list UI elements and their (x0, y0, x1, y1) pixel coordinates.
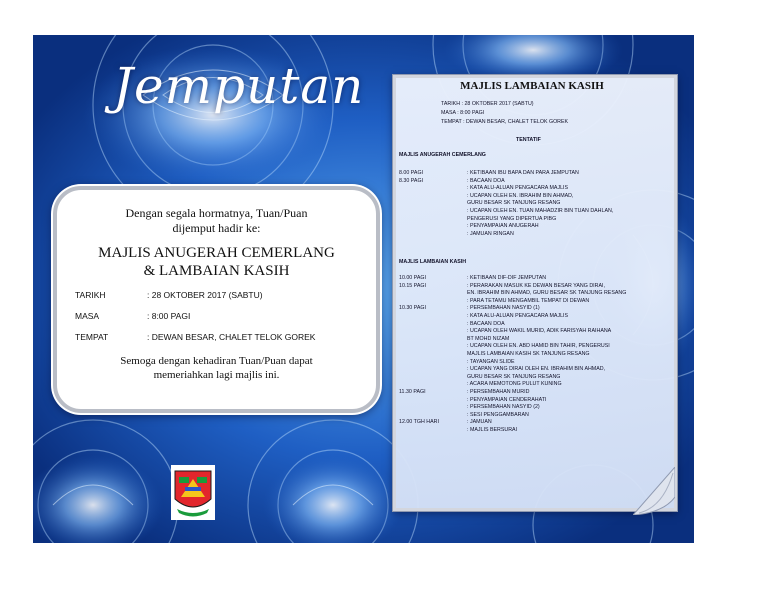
schedule-row (399, 216, 669, 223)
schedule-activity: GURU BESAR SK TANJUNG RESANG (467, 373, 561, 380)
schedule-time: 11.30 PAGI (399, 389, 426, 395)
schedule-row (399, 313, 669, 320)
detail-row-date (75, 290, 365, 300)
schedule-row (399, 366, 669, 373)
closing-line-2: memeriahkan lagi majlis ini. (153, 369, 280, 381)
detail-row-venue (75, 332, 365, 342)
schedule-row (399, 374, 669, 381)
schedule-activity: : JAMUAN (467, 419, 492, 426)
schedule-row (399, 328, 669, 335)
schedule-row (399, 412, 669, 419)
schedule-activity: : PERSEMBAHAN MURID (467, 389, 530, 395)
programme-info-date (441, 101, 534, 107)
schedule-time: 10.00 PAGI (399, 275, 426, 281)
schedule-row (399, 397, 669, 404)
info-value: : 28 OKTOBER 2017 (SABTU) (461, 101, 534, 107)
schedule-activity: : UCAPAN OLEH EN. ABD HAMID BIN TAHIR, PENGERUSI (467, 343, 610, 350)
invitation-card (33, 35, 694, 543)
schedule-activity: : UCAPAN OLEH EN. TUAN MAHADZIR BIN TUAN DAHLAN, (467, 208, 614, 214)
tentatif-heading: TENTATIF (516, 137, 541, 143)
schedule-row (399, 178, 669, 185)
info-value: : 8:00 PAGI (457, 110, 485, 116)
schedule-activity: PENGERUSI YANG DIPERTUA PIBG (467, 215, 557, 222)
schedule-row (399, 321, 669, 328)
schedule-activity: : UCAPAN OLEH EN. IBRAHIM BIN AHMAD, (467, 192, 574, 199)
info-label: MASA (441, 110, 456, 116)
detail-label: TARIKH (75, 290, 106, 300)
schedule-activity: : MAJLIS BERSURAI (467, 427, 518, 433)
schedule-activity: GURU BESAR SK TANJUNG RESANG (467, 200, 561, 207)
detail-label: TEMPAT (75, 332, 109, 342)
detail-value: : DEWAN BESAR, CHALET TELOK GOREK (147, 332, 316, 342)
schedule-activity: : PERSEMBAHAN NASYID (1) (467, 305, 540, 312)
schedule-time: 8.00 PAGI (399, 170, 424, 176)
schedule-activity: : ACARA MEMOTONG PULUT KUNING (467, 381, 562, 388)
schedule-row (399, 389, 669, 396)
schedule-activity: EN. IBRAHIM BIN AHMAD, GURU BESAR SK TANJUNG RESANG (467, 290, 627, 297)
schedule-time: 10.15 PAGI (399, 282, 426, 289)
schedule-row (399, 343, 669, 350)
schedule-row (399, 290, 669, 297)
schedule-row (399, 351, 669, 358)
schedule-activity: BT MOHD NIZAM (467, 335, 510, 342)
schedule-activity: : KETIBAAN DIF-DIF JEMPUTAN (467, 275, 547, 281)
invitation-panel (53, 186, 380, 413)
schedule-activity: : KETIBAAN IBU BAPA DAN PARA JEMPUTAN (467, 170, 579, 176)
school-logo-icon (171, 465, 215, 520)
schedule-activity: : TAYANGAN SLIDE (467, 358, 515, 365)
schedule-row (399, 419, 669, 426)
section1-heading: MAJLIS ANUGERAH CEMERLANG (399, 152, 486, 158)
schedule-row (399, 223, 669, 230)
schedule-row (399, 200, 669, 207)
section2-heading: MAJLIS LAMBAIAN KASIH (399, 259, 467, 265)
schedule-row (399, 208, 669, 215)
schedule-activity: : PERSEMBAHAN NASYID (2) (467, 404, 540, 411)
schedule-activity: : JAMUAN RINGAN (467, 230, 514, 237)
detail-label: MASA (75, 311, 100, 321)
info-label: TEMPAT (441, 119, 462, 125)
schedule-time: 8.30 PAGI (399, 177, 424, 184)
detail-value: : 28 OKTOBER 2017 (SABTU) (147, 290, 263, 300)
schedule-time: 12.00 TGH HARI (399, 419, 439, 426)
schedule-row (399, 185, 669, 192)
schedule-row (399, 336, 669, 343)
programme-info-time (441, 110, 484, 116)
schedule-activity: : UCAPAN OLEH WAKIL MURID, ADIK FARISYAH RAIHANA (467, 328, 612, 335)
schedule-row (399, 193, 669, 200)
info-value: : DEWAN BESAR, CHALET TELOK GOREK (463, 119, 569, 125)
event-title-line-2: & LAMBAIAN KASIH (143, 263, 290, 279)
detail-value: : 8:00 PAGI (147, 311, 191, 321)
schedule-row (399, 404, 669, 411)
schedule-activity: : PENYAMPAIAN CENDERAHATI (467, 396, 547, 403)
card-title: Jemputan (113, 57, 365, 115)
intro-line-2: dijemput hadir ke: (172, 221, 261, 235)
schedule-time: 10.30 PAGI (399, 305, 426, 312)
programme-title: MAJLIS LAMBAIAN KASIH (460, 80, 604, 92)
schedule-activity: MAJLIS LAMBAIAN KASIH SK TANJUNG RESANG (467, 351, 590, 357)
schedule-row (399, 170, 669, 177)
closing-line-1: Semoga dengan kehadiran Tuan/Puan dapat (120, 355, 313, 367)
info-label: TARIKH (441, 101, 461, 107)
detail-row-time (75, 311, 365, 321)
programme-info-venue (441, 119, 568, 125)
schedule-row (399, 381, 669, 388)
schedule-activity: : SESI PENGGAMBARAN (467, 411, 529, 418)
schedule-row (399, 305, 669, 312)
schedule-row (399, 275, 669, 282)
programme-content (393, 35, 671, 515)
schedule-activity: : PARA TETAMU MENGAMBIL TEMPAT DI DEWAN (467, 297, 590, 304)
schedule-activity: : PERARAKAN MASUK KE DEWAN BESAR YANG DIRAI, (467, 282, 605, 289)
schedule-activity: : KATA ALU-ALUAN PENGACARA MAJLIS (467, 313, 569, 319)
schedule-row (399, 427, 669, 434)
schedule-row (399, 359, 669, 366)
schedule-row (399, 231, 669, 238)
schedule-activity: : BACAAN DOA (467, 320, 505, 327)
schedule-activity: : UCAPAN YANG DIRAI OLEH EN. IBRAHIM BIN AHMAD, (467, 366, 606, 373)
schedule-row (399, 298, 669, 305)
schedule-activity: : PENYAMPAIAN ANUGERAH (467, 223, 539, 230)
schedule-activity: : KATA ALU-ALUAN PENGACARA MAJLIS (467, 185, 569, 192)
intro-line-1: Dengan segala hormatnya, Tuan/Puan (125, 206, 308, 220)
schedule-row (399, 283, 669, 290)
schedule-activity: : BACAAN DOA (467, 177, 505, 184)
event-title-line-1: MAJLIS ANUGERAH CEMERLANG (98, 245, 335, 261)
